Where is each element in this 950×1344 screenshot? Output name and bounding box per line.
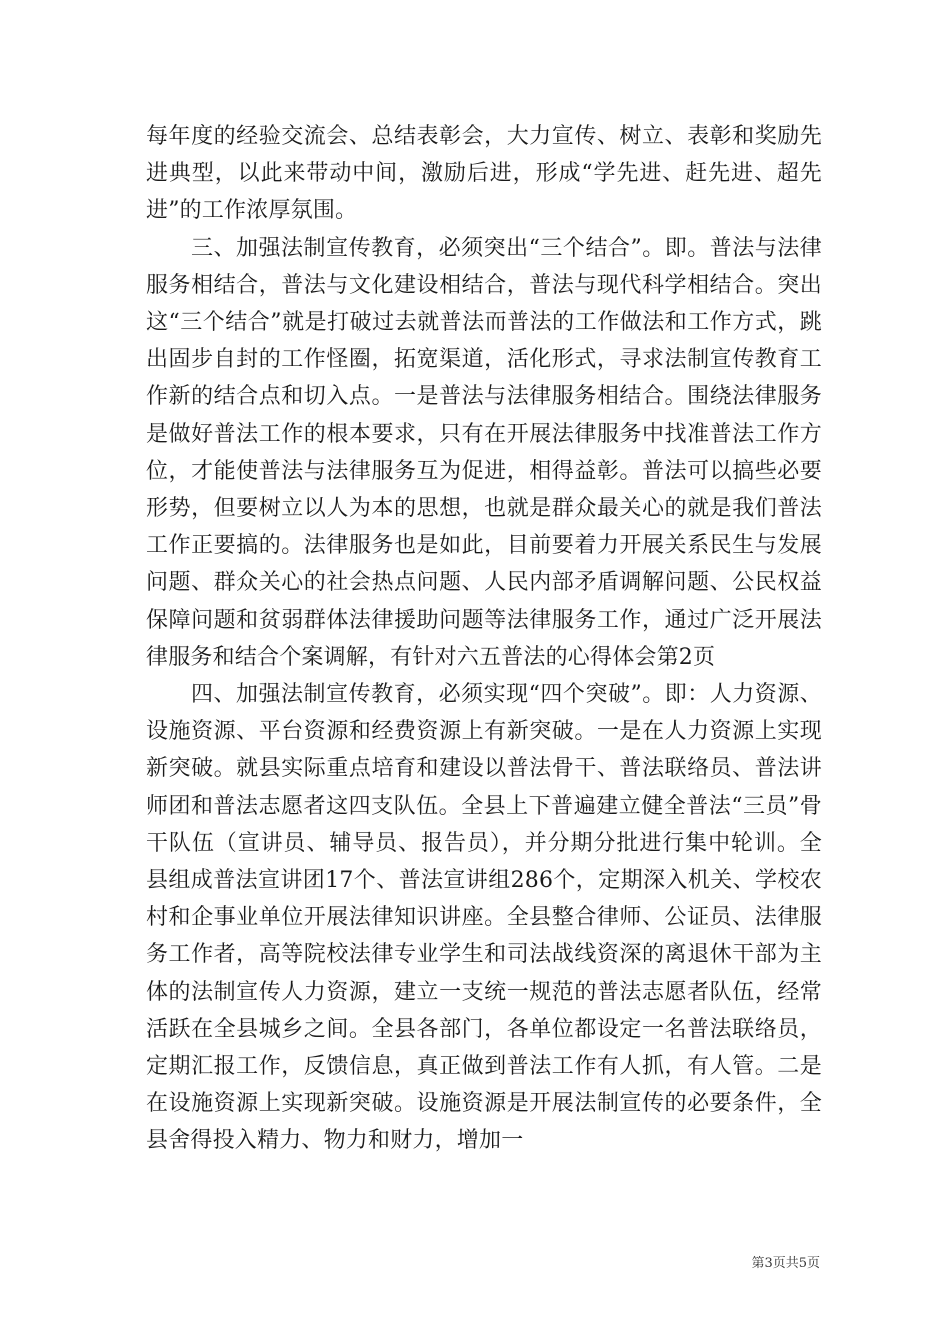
paragraph-1: 每年度的经验交流会、总结表彰会，大力宣传、树立、表彰和奖励先进典型，以此来带动中间，激励后进，形成“学先进、赶先进、超先进”的工作浓厚氛围。 (146, 124, 822, 224)
paragraph-2: 三、加强法制宣传教育，必须突出“三个结合”。即。普法与法律服务相结合，普法与文化建设相结合，普法与现代科学相结合。突出这“三个结合”就是打破过去就普法而普法的工作做法和工作方式，跳出固步自封的工作怪圈，拓宽渠道，活化形式，寻求法制宣传教育工作新的结合点和切入点。一是普法与法律服务相结合。围绕法律服务是做好普法工作的根本要求，只有在开展法律服务中找准普法工作方位，才能使普法与法律服务互为促进，相得益彰。普法可以搞些必要形势，但要树立以人为本的思想，也就是群众最关心的就是我们普法工作正要搞的。法律服务也是如此，目前要着力开展关系民生与发展问题、群众关心的社会热点问题、人民内部矛盾调解问题、公民权益保障问题和贫弱群体法律援助问题等法律服务工作，通过广泛开展法律服务和结合个案调解，有针对六五普法的心得体会第2页 (146, 235, 822, 670)
page-number-footer: 第3页共5页 (751, 1256, 820, 1271)
document-body (146, 118, 822, 1160)
paragraph-3: 四、加强法制宣传教育，必须实现“四个突破”。即：人力资源、设施资源、平台资源和经费资源上有新突破。一是在人力资源上实现新突破。就县实际重点培育和建设以普法骨干、普法联络员、普法讲师团和普法志愿者这四支队伍。全县上下普遍建立健全普法“三员”骨干队伍（宣讲员、辅导员、报告员），并分期分批进行集中轮训。全县组成普法宣讲团17个、普法宣讲组286个，定期深入机关、学校农村和企事业单位开展法律知识讲座。全县整合律师、公证员、法律服务工作者，高等院校法律专业学生和司法战线资深的离退休干部为主体的法制宣传人力资源，建立一支统一规范的普法志愿者队伍，经常活跃在全县城乡之间。全县各部门，各单位都设定一名普法联络员，定期汇报工作，反馈信息，真正做到普法工作有人抓，有人管。二是在设施资源上实现新突破。设施资源是开展法制宣传的必要条件，全县舍得投入精力、物力和财力，增加一 (146, 682, 822, 1154)
